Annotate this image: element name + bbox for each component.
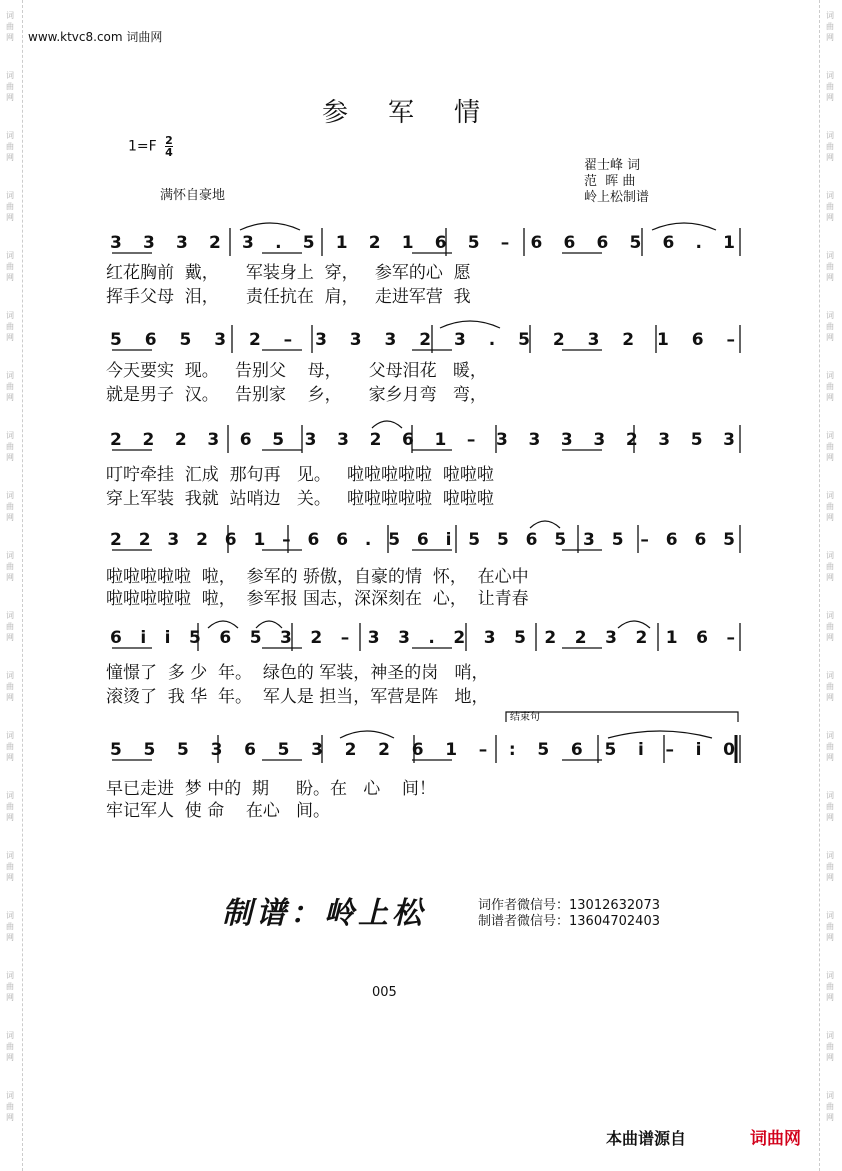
lyric-line-5-verse1: 憧憬了 多 少 年。 绿色的 军装，神圣的岗 哨，: [106, 663, 489, 683]
contact-info: [478, 898, 660, 930]
slur: [530, 521, 560, 528]
notation-row-3: 2 2 2 3 6 5 3 3 2 6 1 – 3 3 3 3 2 3 5 3: [110, 430, 735, 450]
watermark-glyphs: 词 曲 网: [6, 191, 14, 222]
footer-brand-link[interactable]: 词曲网: [750, 1129, 801, 1149]
slur: [256, 621, 282, 628]
key-label: 1=F: [128, 138, 157, 155]
watermark-glyphs: 词 曲 网: [6, 371, 14, 402]
watermark-glyphs: 词 曲 网: [826, 611, 834, 642]
watermark-glyphs: 词 曲 网: [826, 1091, 834, 1122]
watermark-glyphs: 词 曲 网: [826, 971, 834, 1002]
watermark-glyphs: 词 曲 网: [6, 1091, 14, 1122]
lyric-line-6-verse2: 牢记军人 使 命 在心 间。: [106, 801, 331, 821]
time-denominator: 4: [165, 146, 173, 159]
watermark-glyphs: 词 曲 网: [6, 611, 14, 642]
site-header[interactable]: www.ktvc8.com 词曲网: [28, 30, 163, 44]
watermark-glyphs: 词 曲 网: [826, 11, 834, 42]
watermark-glyphs: 词 曲 网: [6, 671, 14, 702]
time-numerator: 2: [165, 134, 173, 147]
watermark-glyphs: 词 曲 网: [826, 371, 834, 402]
tempo-mood-marking: 满怀自豪地: [160, 188, 226, 203]
slur: [618, 621, 650, 628]
lyricist-credit: 翟士峰 词: [584, 158, 641, 173]
watermark-glyphs: 词 曲 网: [6, 251, 14, 282]
footer-source-label: 本曲谱源自: [606, 1129, 687, 1148]
slur: [240, 223, 300, 230]
slur: [340, 731, 394, 738]
lyric-line-3-verse2: 穿上军装 我就 站哨边 关。 啦啦啦啦啦 啦啦啦: [106, 489, 494, 509]
watermark-glyphs: 词 曲 网: [826, 791, 834, 822]
lyric-line-1-verse2: 挥手父母 泪， 责任抗在 肩， 走进军营 我: [106, 287, 471, 307]
notation-row-4: 2 2 3 2 6 1 – 6 6 . 5 6 i 5 5 6 5 3 5 – 6 6 5: [110, 530, 736, 550]
notation-row-5: 6 i i 5 6 5 3 2 – 3 3 . 2 3 5 2 2 3 2 1 6 –: [110, 628, 736, 648]
lyric-line-5-verse2: 滚烫了 我 华 年。 军人是 担当，军营是阵 地，: [106, 687, 489, 707]
composer-credit: 范 晖 曲: [584, 174, 636, 189]
arranger-signature: 制谱：岭上松: [222, 896, 426, 931]
notation-row-1: 3 3 3 2 3 . 5 1 2 1 6 5 – 6 6 6 5 6 . 1: [110, 233, 735, 253]
watermark-glyphs: 词 曲 网: [6, 551, 14, 582]
lyric-line-4-verse1: 啦啦啦啦啦 啦， 参军的 骄傲，自豪的情 怀， 在心中: [106, 567, 529, 587]
watermark-glyphs: 词 曲 网: [826, 131, 834, 162]
slur: [608, 731, 712, 738]
watermark-glyphs: 词 曲 网: [6, 971, 14, 1002]
watermark-glyphs: 词 曲 网: [6, 791, 14, 822]
watermark-glyphs: 词 曲 网: [826, 671, 834, 702]
watermark-glyphs: 词 曲 网: [826, 431, 834, 462]
ending-bracket: [506, 712, 738, 722]
watermark-glyphs: 词 曲 网: [6, 491, 14, 522]
lyric-line-1-verse1: 红花胸前 戴， 军装身上 穿， 参军的心 愿: [106, 263, 471, 283]
watermark-glyphs: 词 曲 网: [6, 1031, 14, 1062]
watermark-glyphs: 词 曲 网: [6, 911, 14, 942]
ending-label: 结束句: [510, 712, 540, 723]
watermark-glyphs: 词 曲 网: [826, 71, 834, 102]
watermark-glyphs: 词 曲 网: [826, 311, 834, 342]
song-title: 参军情: [321, 98, 520, 128]
watermark-glyphs: 词 曲 网: [826, 251, 834, 282]
watermark-glyphs: 词 曲 网: [826, 731, 834, 762]
lyric-line-2-verse1: 今天要实 现。 告别父 母， 父母泪花 暖，: [106, 361, 487, 381]
slur: [372, 421, 402, 428]
notation-row-2: 5 6 5 3 2 – 3 3 3 2 3 . 5 2 3 2 1 6 –: [110, 330, 735, 350]
watermark-glyphs: 词 曲 网: [826, 551, 834, 582]
watermark-glyphs: 词 曲 网: [826, 851, 834, 882]
watermark-glyphs: 词 曲 网: [826, 191, 834, 222]
watermark-glyphs: 词 曲 网: [6, 71, 14, 102]
slur: [440, 321, 500, 328]
watermark-glyphs: 词 曲 网: [6, 131, 14, 162]
slur: [208, 621, 238, 628]
lyric-line-4-verse2: 啦啦啦啦啦 啦， 参军报 国志，深深刻在 心， 让青春: [106, 589, 529, 609]
watermark-glyphs: 词 曲 网: [6, 11, 14, 42]
lyric-line-2-verse2: 就是男子 汉。 告别家 乡， 家乡月弯 弯，: [106, 385, 487, 405]
watermark-glyphs: 词 曲 网: [6, 311, 14, 342]
arranger-wechat: 制谱者微信号：13604702403: [478, 914, 660, 929]
watermark-glyphs: 词 曲 网: [6, 431, 14, 462]
slur: [652, 223, 716, 230]
lyricist-wechat: 词作者微信号：13012632073: [478, 898, 660, 913]
watermark-glyphs: 词 曲 网: [826, 911, 834, 942]
watermark-glyphs: 词 曲 网: [826, 1031, 834, 1062]
lyric-line-3-verse1: 叮咛牵挂 汇成 那句再 见。 啦啦啦啦啦 啦啦啦: [106, 465, 494, 485]
watermark-glyphs: 词 曲 网: [6, 851, 14, 882]
arranger-credit: 岭上松制谱: [584, 190, 650, 205]
watermark-glyphs: 词 曲 网: [826, 491, 834, 522]
watermark-glyphs: 词 曲 网: [6, 731, 14, 762]
page-number: 005: [372, 985, 397, 1000]
lyric-line-6-verse1: 早已走进 梦 中的 期 盼。在 心 间！: [106, 779, 436, 799]
notation-row-6: 5 5 5 3 6 5 3 2 2 6 1 – : 5 6 5 i – i 0: [110, 740, 735, 760]
